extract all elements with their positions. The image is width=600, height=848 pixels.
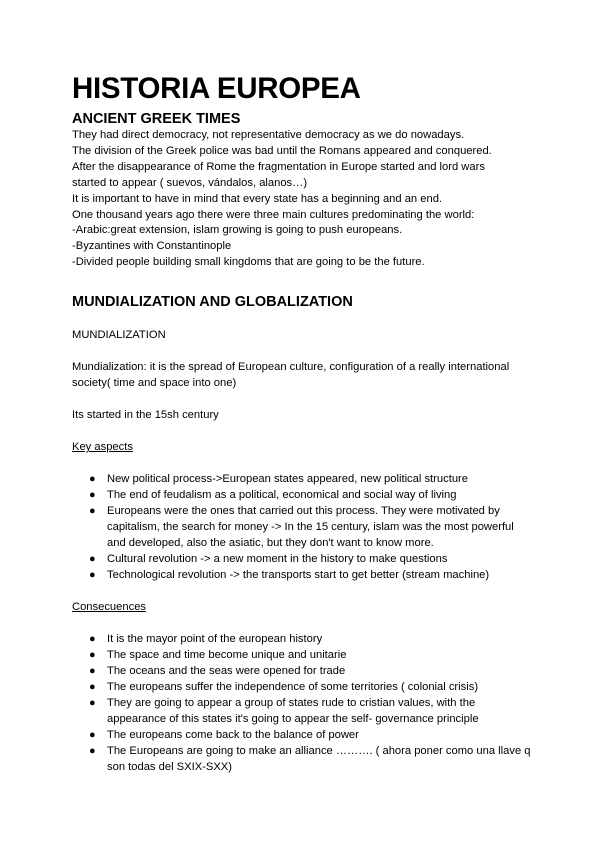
key-aspects-list bbox=[72, 471, 532, 583]
bullet-icon: ● bbox=[89, 681, 96, 694]
list-item: ● The europeans come back to the balance of power bbox=[89, 729, 359, 742]
section-heading-ancient-greek: ANCIENT GREEK TIMES bbox=[72, 111, 241, 127]
consequences-label: Consecuences bbox=[72, 601, 147, 614]
bullet-icon: ● bbox=[89, 553, 96, 566]
text-line: started to appear ( suevos, vándalos, alanos…) bbox=[72, 176, 308, 189]
text-line: After the disappearance of Rome the fragmentation in Europe started and lord wars bbox=[72, 160, 485, 173]
text-line: -Divided people building small kingdoms that are going to be the future. bbox=[72, 256, 425, 269]
section-heading-mundialization-globalization: MUNDIALIZATION AND GLOBALIZATION bbox=[72, 294, 353, 311]
list-item: ● The Europeans are going to make an alliance ………. ( ahora poner como una llave q son todas del SXIX-SXX) bbox=[89, 745, 531, 774]
key-aspects-label: Key aspects bbox=[72, 441, 133, 454]
list-item: ● The space and time become unique and unitarie bbox=[89, 649, 347, 662]
list-item: ● The end of feudalism as a political, economical and social way of living bbox=[89, 489, 457, 502]
text-line: -Arabic:great extension, islam growing is going to push europeans. bbox=[72, 224, 403, 237]
list-item: ● Cultural revolution -> a new moment in the history to make questions bbox=[89, 553, 448, 566]
ancient-greek-text bbox=[72, 128, 532, 271]
list-item: ● Europeans were the ones that carried out this process. They were motivated by capitalism, the search for money -> In the 15 century, islam was the most powerful and developed, also the asiatic, but they don't want to know more. bbox=[89, 505, 514, 550]
consequences-list bbox=[72, 631, 532, 775]
list-item: ● New political process->European states appeared, new political structure bbox=[89, 473, 468, 486]
bullet-icon: ● bbox=[89, 649, 96, 662]
bullet-icon: ● bbox=[89, 745, 96, 758]
list-item: ● Technological revolution -> the transports start to get better (stream machine) bbox=[89, 569, 490, 582]
subheading-mundialization: MUNDIALIZATION bbox=[72, 329, 166, 342]
mundialization-definition: Mundialization: it is the spread of European culture, configuration of a really international society( time and space into one) bbox=[72, 361, 510, 390]
bullet-icon: ● bbox=[89, 473, 96, 486]
bullet-icon: ● bbox=[89, 489, 96, 502]
bullet-icon: ● bbox=[89, 505, 96, 518]
list-item: ● The europeans suffer the independence of some territories ( colonial crisis) bbox=[89, 681, 479, 694]
bullet-icon: ● bbox=[89, 569, 96, 582]
list-item: ● They are going to appear a group of states rude to cristian values, with the appearance of this states it's going to appear the self- governance principle bbox=[89, 697, 479, 726]
text-line: They had direct democracy, not representative democracy as we do nowadays. bbox=[72, 129, 465, 141]
bullet-icon: ● bbox=[89, 665, 96, 678]
started-text: Its started in the 15sh century bbox=[72, 409, 219, 422]
document-title: HISTORIA EUROPEA bbox=[72, 72, 361, 105]
text-line: -Byzantines with Constantinople bbox=[72, 240, 232, 253]
text-line: One thousand years ago there were three main cultures predominating the world: bbox=[72, 208, 475, 221]
bullet-icon: ● bbox=[89, 633, 96, 646]
list-item: ● The oceans and the seas were opened for trade bbox=[89, 665, 346, 678]
bullet-icon: ● bbox=[89, 697, 96, 710]
list-item: ● It is the mayor point of the european history bbox=[89, 633, 323, 646]
bullet-icon: ● bbox=[89, 729, 96, 742]
document-page bbox=[72, 72, 532, 775]
text-line: The division of the Greek police was bad until the Romans appeared and conquered. bbox=[72, 144, 492, 157]
text-line: It is important to have in mind that every state has a beginning and an end. bbox=[72, 192, 443, 205]
